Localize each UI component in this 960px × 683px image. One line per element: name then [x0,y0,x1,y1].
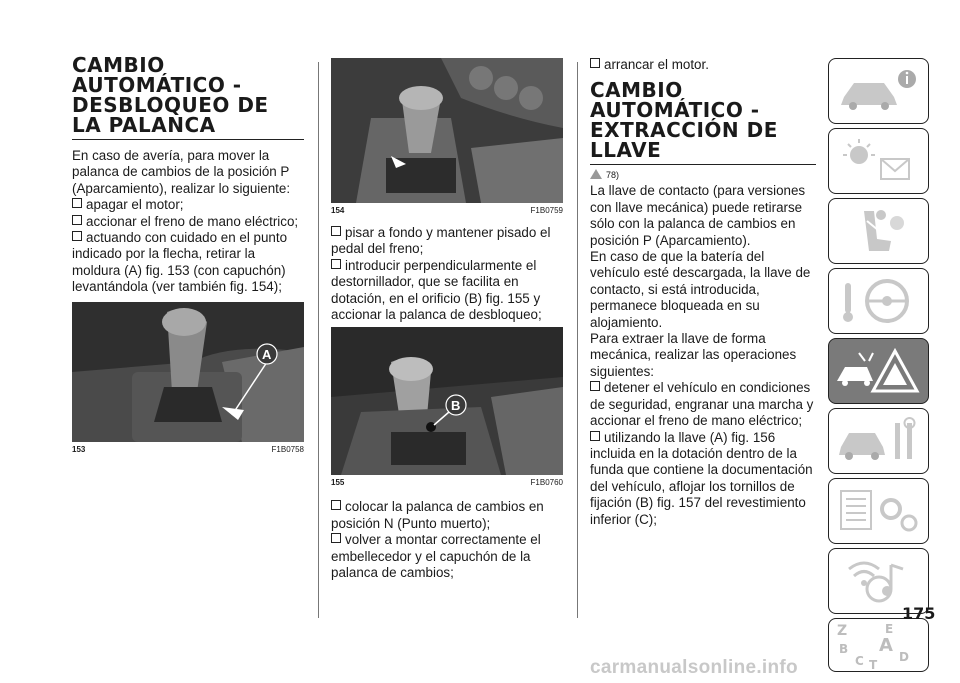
paragraph: La llave de contacto (para versiones con llave mecánica) puede retirarse sólo con la palanca de cambios en posición P (Aparcamiento). [590,183,806,248]
column-3 [590,57,816,528]
column-2 [331,58,563,581]
tab-airbag-seat[interactable] [828,198,929,264]
tab-specs[interactable] [828,478,929,544]
page-number: 175 [902,604,936,623]
figure-153-gear-lever [72,302,304,442]
figure-callout-b: B [451,398,461,414]
list-item: pisar a fondo y mantener pisado el pedal del freno; [331,225,551,257]
emergency-triangle-icon [829,339,928,403]
figure-153-caption [72,445,304,454]
tab-car-info[interactable] [828,58,929,124]
checkbox-bullet-icon [72,231,82,241]
list-item: actuando con cuidado en el punto indicado por la flecha, retirar la moldura (A) fig. 153 (con capuchón) levantándola (ver también fig. 154); [72,230,288,295]
car-info-icon [829,59,928,123]
figure-155-caption [331,478,563,487]
warning-reference: 78) [590,169,816,181]
checkbox-bullet-icon [331,259,341,269]
checkbox-bullet-icon [331,533,341,543]
checkbox-bullet-icon [590,431,600,441]
section-heading-extraccion: CAMBIO AUTOMÁTICO - EXTRACCIÓN DE LLAVE [590,80,816,165]
figure-154-caption [331,206,563,215]
specs-gear-icon [829,479,928,543]
checkbox-bullet-icon [590,381,600,391]
steering-key-icon [829,269,928,333]
list-item: accionar el freno de mano eléctrico; [72,214,304,230]
figure-code: F1B0760 [530,478,563,488]
figure-number: 153 [72,444,86,454]
tab-maintenance[interactable] [828,408,929,474]
list-item: detener el vehículo en condiciones de seguridad, engranar una marcha y accionar el freno de mano eléctrico; [590,380,814,429]
watermark: carmanualsonline.info [590,657,798,678]
tab-emergency[interactable] [828,338,929,404]
maintenance-tools-icon [829,409,928,473]
svg-text:T: T [869,658,878,671]
figure-154-lever-detail [331,58,563,203]
checkbox-bullet-icon [72,198,82,208]
list-item: utilizando la llave (A) fig. 156 incluida en la dotación dentro de la funda que contiene la documentación del vehículo, aflojar los tornillos de fijación (B) fig. 157 del revestimiento inferior (C); [590,429,813,527]
column-divider-2 [577,62,578,618]
figure-number: 154 [331,206,345,215]
column-divider-1 [318,62,319,618]
tab-steering-key[interactable] [828,268,929,334]
svg-text:D: D [899,650,909,664]
checkbox-bullet-icon [331,226,341,236]
svg-text:Z: Z [837,623,848,639]
intro-paragraph: En caso de avería, para mover la palanca de cambios de la posición P (Aparcamiento), realizar lo siguiente: [72,148,291,196]
index-letters-icon [829,619,928,671]
warning-lights-icon [829,129,928,193]
checkbox-bullet-icon [72,215,82,225]
list-item: arrancar el motor. [590,57,816,73]
paragraph: Para extraer la llave de forma mecánica, realizar las operaciones siguientes: [590,331,797,379]
svg-text:C: C [855,654,864,668]
svg-text:E: E [885,622,894,636]
paragraph: En caso de que la batería del vehículo esté descargada, la llave de contacto, si está introducida, permanece bloqueada en su alojamiento. [590,249,811,330]
list-item: colocar la palanca de cambios en posición N (Punto muerto); [331,499,544,531]
svg-text:B: B [839,642,849,656]
list-item: introducir perpendicularmente el destornillador, que se facilita en dotación, en el orificio (B) fig. 155 y accionar la palanca de desbloqueo; [331,257,542,323]
section-heading-desbloqueo: CAMBIO AUTOMÁTICO - DESBLOQUEO DE LA PALANCA [72,55,304,140]
figure-code: F1B0758 [271,444,304,454]
checkbox-bullet-icon [590,58,600,68]
figure-code: F1B0759 [530,206,563,215]
tab-index[interactable] [828,618,929,672]
figure-callout-a: A [262,346,272,362]
tab-warning-lights[interactable] [828,128,929,194]
column-1 [72,55,304,454]
svg-text:A: A [879,635,893,656]
figure-number: 155 [331,478,345,488]
checkbox-bullet-icon [331,500,341,510]
figure-155-release-hole [331,327,563,475]
list-item: apagar el motor; [72,197,304,213]
warning-triangle-icon [590,169,602,179]
list-item: volver a montar correctamente el embellecedor y el capuchón de la palanca de cambios; [331,532,541,581]
airbag-seat-icon [829,199,928,263]
